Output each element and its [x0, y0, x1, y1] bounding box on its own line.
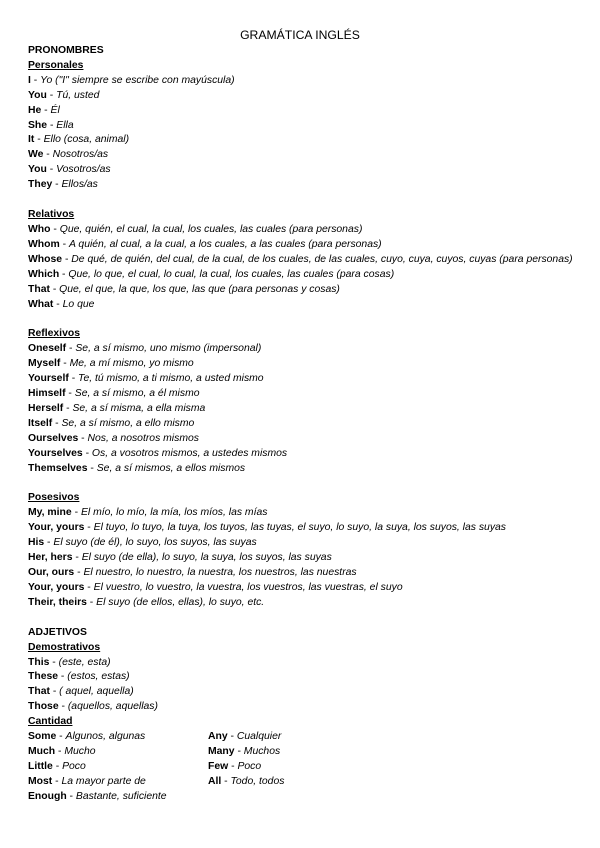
term: Our, ours [28, 567, 75, 578]
definition: Lo que [62, 298, 95, 310]
definition: Tú, usted [56, 89, 100, 101]
term: Your, yours [28, 581, 85, 593]
definition: Te, tú mismo, a ti mismo, a usted mismo [78, 373, 264, 385]
list-item: I - Yo ("I" siempre se escribe con mayúscula) [28, 74, 235, 86]
term: Those [28, 701, 59, 713]
list-item: Enough - Bastante, suficiente [28, 790, 167, 802]
term: Few [208, 760, 229, 772]
definition: Yo ("I" siempre se escribe con mayúscula) [40, 74, 235, 86]
definition: Se, a sí mismo, a él mismo [74, 388, 200, 400]
term: We [28, 149, 44, 161]
list-item: Her, hers - El suyo (de ella), lo suyo, la suya, los suyos, las suyas [28, 552, 332, 564]
term: Itself [28, 417, 53, 429]
definition: Nos, a nosotros mismos [87, 432, 199, 444]
list-item: Much - Mucho [28, 745, 96, 757]
list-item: He - Él [28, 104, 60, 116]
definition: El mío, lo mío, la mía, los míos, las mías [80, 507, 268, 519]
definition: Ella [56, 119, 74, 131]
list-item: Himself - Se, a sí mismo, a él mismo [28, 388, 200, 400]
definition: Ellos/as [61, 179, 98, 191]
definition: Que, el que, la que, los que, las que (para personas y cosas) [59, 283, 340, 295]
list-relativos [28, 223, 578, 312]
list-item: Some - Algunos, algunas [28, 731, 146, 743]
term: Which [28, 268, 60, 280]
definition: Se, a sí misma, a ella misma [72, 402, 206, 414]
section-heading-pronombres: PRONOMBRES [28, 45, 104, 56]
term: Much [28, 745, 56, 757]
term: His [28, 537, 45, 549]
list-item: Little - Poco [28, 760, 86, 772]
list-item: It - Ello (cosa, animal) [28, 134, 130, 146]
list-item: She - Ella [28, 119, 74, 131]
term: Whom [28, 238, 60, 250]
definition: El suyo (de ellos, ellas), lo suyo, etc. [96, 596, 265, 608]
list-item: Your, yours - El vuestro, lo vuestro, la vuestra, los vuestros, las vuestras, el suyo [28, 581, 403, 593]
definition: Se, a sí mismo, uno mismo (impersonal) [75, 343, 262, 355]
subheading-posesivos: Posesivos [28, 492, 80, 504]
term: My, mine [28, 507, 72, 519]
term: Myself [28, 358, 61, 370]
term: It [28, 134, 35, 146]
list-item: Most - La mayor parte de [28, 775, 146, 787]
subheading-cantidad: Cantidad [28, 716, 73, 728]
subheading-reflexivos: Reflexivos [28, 328, 80, 340]
list-item: Any - Cualquier [208, 731, 282, 743]
list-item: Yourself - Te, tú mismo, a ti mismo, a usted mismo [28, 373, 264, 385]
term: Themselves [28, 462, 88, 474]
definition: Os, a vosotros mismos, a ustedes mismos [91, 447, 288, 459]
term: All [208, 775, 222, 787]
list-posesivos [28, 506, 578, 610]
list-item: Whose - De qué, de quién, del cual, de la cual, de los cuales, de las cuales, cuyo, cuya, cuyos, cuyas (para personas) [28, 253, 573, 265]
term: Any [208, 731, 228, 743]
definition: (aquellos, aquellas) [67, 701, 158, 713]
definition: Que, lo que, el cual, lo cual, la cual, los cuales, las cuales (para cosas) [68, 268, 395, 280]
list-item: His - El suyo (de él), lo suyo, los suyos, las suyas [28, 537, 257, 549]
term: You [28, 164, 47, 176]
term: Many [208, 745, 235, 757]
definition: El suyo (de él), lo suyo, los suyos, las suyas [53, 537, 257, 549]
definition: Se, a sí mismos, a ellos mismos [96, 462, 246, 474]
list-reflexivos [28, 342, 578, 476]
list-item: Many - Muchos [208, 745, 281, 757]
definition: Él [50, 104, 60, 116]
definition: Cualquier [236, 731, 282, 743]
term: Your, yours [28, 522, 85, 534]
list-item: Oneself - Se, a sí mismo, uno mismo (impersonal) [28, 343, 262, 355]
list-item: What - Lo que [28, 298, 95, 310]
list-item: Herself - Se, a sí misma, a ella misma [28, 402, 206, 414]
definition: Nosotros/as [52, 149, 109, 161]
term: You [28, 89, 47, 101]
term: That [28, 686, 50, 698]
term: Their, theirs [28, 596, 87, 608]
list-item: Their, theirs - El suyo (de ellos, ellas), lo suyo, etc. [28, 596, 265, 608]
list-item: My, mine - El mío, lo mío, la mía, los míos, las mías [28, 507, 268, 519]
list-item: Who - Que, quién, el cual, la cual, los cuales, las cuales (para personas) [28, 223, 363, 235]
term: This [28, 656, 50, 668]
term: Who [28, 223, 51, 235]
term: Ourselves [28, 432, 79, 444]
term: They [28, 179, 53, 191]
definition: A quién, al cual, a la cual, a los cuales, a las cuales (para personas) [68, 238, 382, 250]
cantidad-columns [28, 730, 578, 805]
definition: El tuyo, lo tuyo, la tuya, los tuyos, las tuyas, el suyo, lo suyo, la suya, los suyos, las suyas [93, 522, 506, 534]
list-item: Those - (aquellos, aquellas) [28, 701, 158, 713]
definition: Se, a sí mismo, a ello mismo [61, 417, 195, 429]
term: What [28, 298, 54, 310]
definition: La mayor parte de [61, 775, 146, 787]
definition: Que, quién, el cual, la cual, los cuales, las cuales (para personas) [59, 223, 363, 235]
term: He [28, 104, 42, 116]
list-item: That - ( aquel, aquella) [28, 686, 134, 698]
definition: El vuestro, lo vuestro, la vuestra, los vuestros, las vuestras, el suyo [93, 581, 403, 593]
list-personales [28, 74, 578, 193]
term: Whose [28, 253, 63, 265]
list-item: Your, yours - El tuyo, lo tuyo, la tuya, los tuyos, las tuyas, el suyo, lo suyo, la suya, los suyos, las suyas [28, 522, 506, 534]
list-item: We - Nosotros/as [28, 149, 109, 161]
term: Little [28, 760, 53, 772]
definition: Ello (cosa, animal) [43, 134, 130, 146]
term: Himself [28, 388, 66, 400]
term: Yourself [28, 373, 69, 385]
list-item: You - Vosotros/as [28, 164, 111, 176]
subheading-demostrativos: Demostrativos [28, 641, 101, 653]
definition: Muchos [243, 745, 281, 757]
list-item: Ourselves - Nos, a nosotros mismos [28, 432, 199, 444]
document-title: GRAMÁTICA INGLÉS [240, 28, 360, 42]
definition: Algunos, algunas [65, 731, 146, 743]
list-item: You - Tú, usted [28, 89, 100, 101]
term: She [28, 119, 48, 131]
cantidad-left-column [28, 730, 208, 805]
list-item: Our, ours - El nuestro, lo nuestro, la nuestra, los nuestros, las nuestras [28, 567, 357, 578]
list-item: Which - Que, lo que, el cual, lo cual, la cual, los cuales, las cuales (para cosas) [28, 268, 395, 280]
definition: ( aquel, aquella) [59, 686, 134, 698]
document-content [28, 44, 578, 805]
list-item: This - (este, esta) [28, 656, 111, 668]
list-item: That - Que, el que, la que, los que, las que (para personas y cosas) [28, 283, 340, 295]
list-item: Itself - Se, a sí mismo, a ello mismo [28, 417, 195, 429]
term: These [28, 671, 59, 683]
term: Oneself [28, 343, 67, 355]
definition: El suyo (de ella), lo suyo, la suya, los suyos, las suyas [81, 552, 332, 564]
term: Her, hers [28, 552, 73, 564]
term: Herself [28, 402, 64, 414]
definition: El nuestro, lo nuestro, la nuestra, los nuestros, las nuestras [83, 567, 357, 578]
section-heading-adjetivos: ADJETIVOS [28, 626, 87, 638]
definition: Bastante, suficiente [75, 790, 167, 802]
term: I [28, 74, 31, 86]
subheading-personales: Personales [28, 59, 84, 71]
list-item: Themselves - Se, a sí mismos, a ellos mismos [28, 462, 246, 474]
list-item: Few - Poco [208, 760, 262, 772]
definition: Vosotros/as [56, 164, 111, 176]
term: Most [28, 775, 53, 787]
list-item: Whom - A quién, al cual, a la cual, a los cuales, a las cuales (para personas) [28, 238, 382, 250]
term: Yourselves [28, 447, 83, 459]
cantidad-right-column [208, 730, 448, 805]
definition: Poco [62, 760, 86, 772]
definition: Todo, todos [230, 775, 285, 787]
definition: (estos, estas) [67, 671, 130, 683]
list-item: All - Todo, todos [208, 775, 285, 787]
definition: De qué, de quién, del cual, de la cual, de los cuales, de las cuales, cuyo, cuya, cuyos, cuyas (para personas) [71, 253, 573, 265]
definition: Mucho [64, 745, 96, 757]
list-demostrativos [28, 656, 578, 716]
definition: Poco [237, 760, 262, 772]
definition: Me, a mí mismo, yo mismo [69, 358, 194, 370]
list-item: Yourselves - Os, a vosotros mismos, a ustedes mismos [28, 447, 288, 459]
term: That [28, 283, 50, 295]
term: Enough [28, 790, 67, 802]
list-item: They - Ellos/as [28, 179, 98, 191]
term: Some [28, 731, 57, 743]
list-item: These - (estos, estas) [28, 671, 130, 683]
definition: (este, esta) [58, 656, 111, 668]
subheading-relativos: Relativos [28, 209, 75, 221]
list-item: Myself - Me, a mí mismo, yo mismo [28, 358, 194, 370]
